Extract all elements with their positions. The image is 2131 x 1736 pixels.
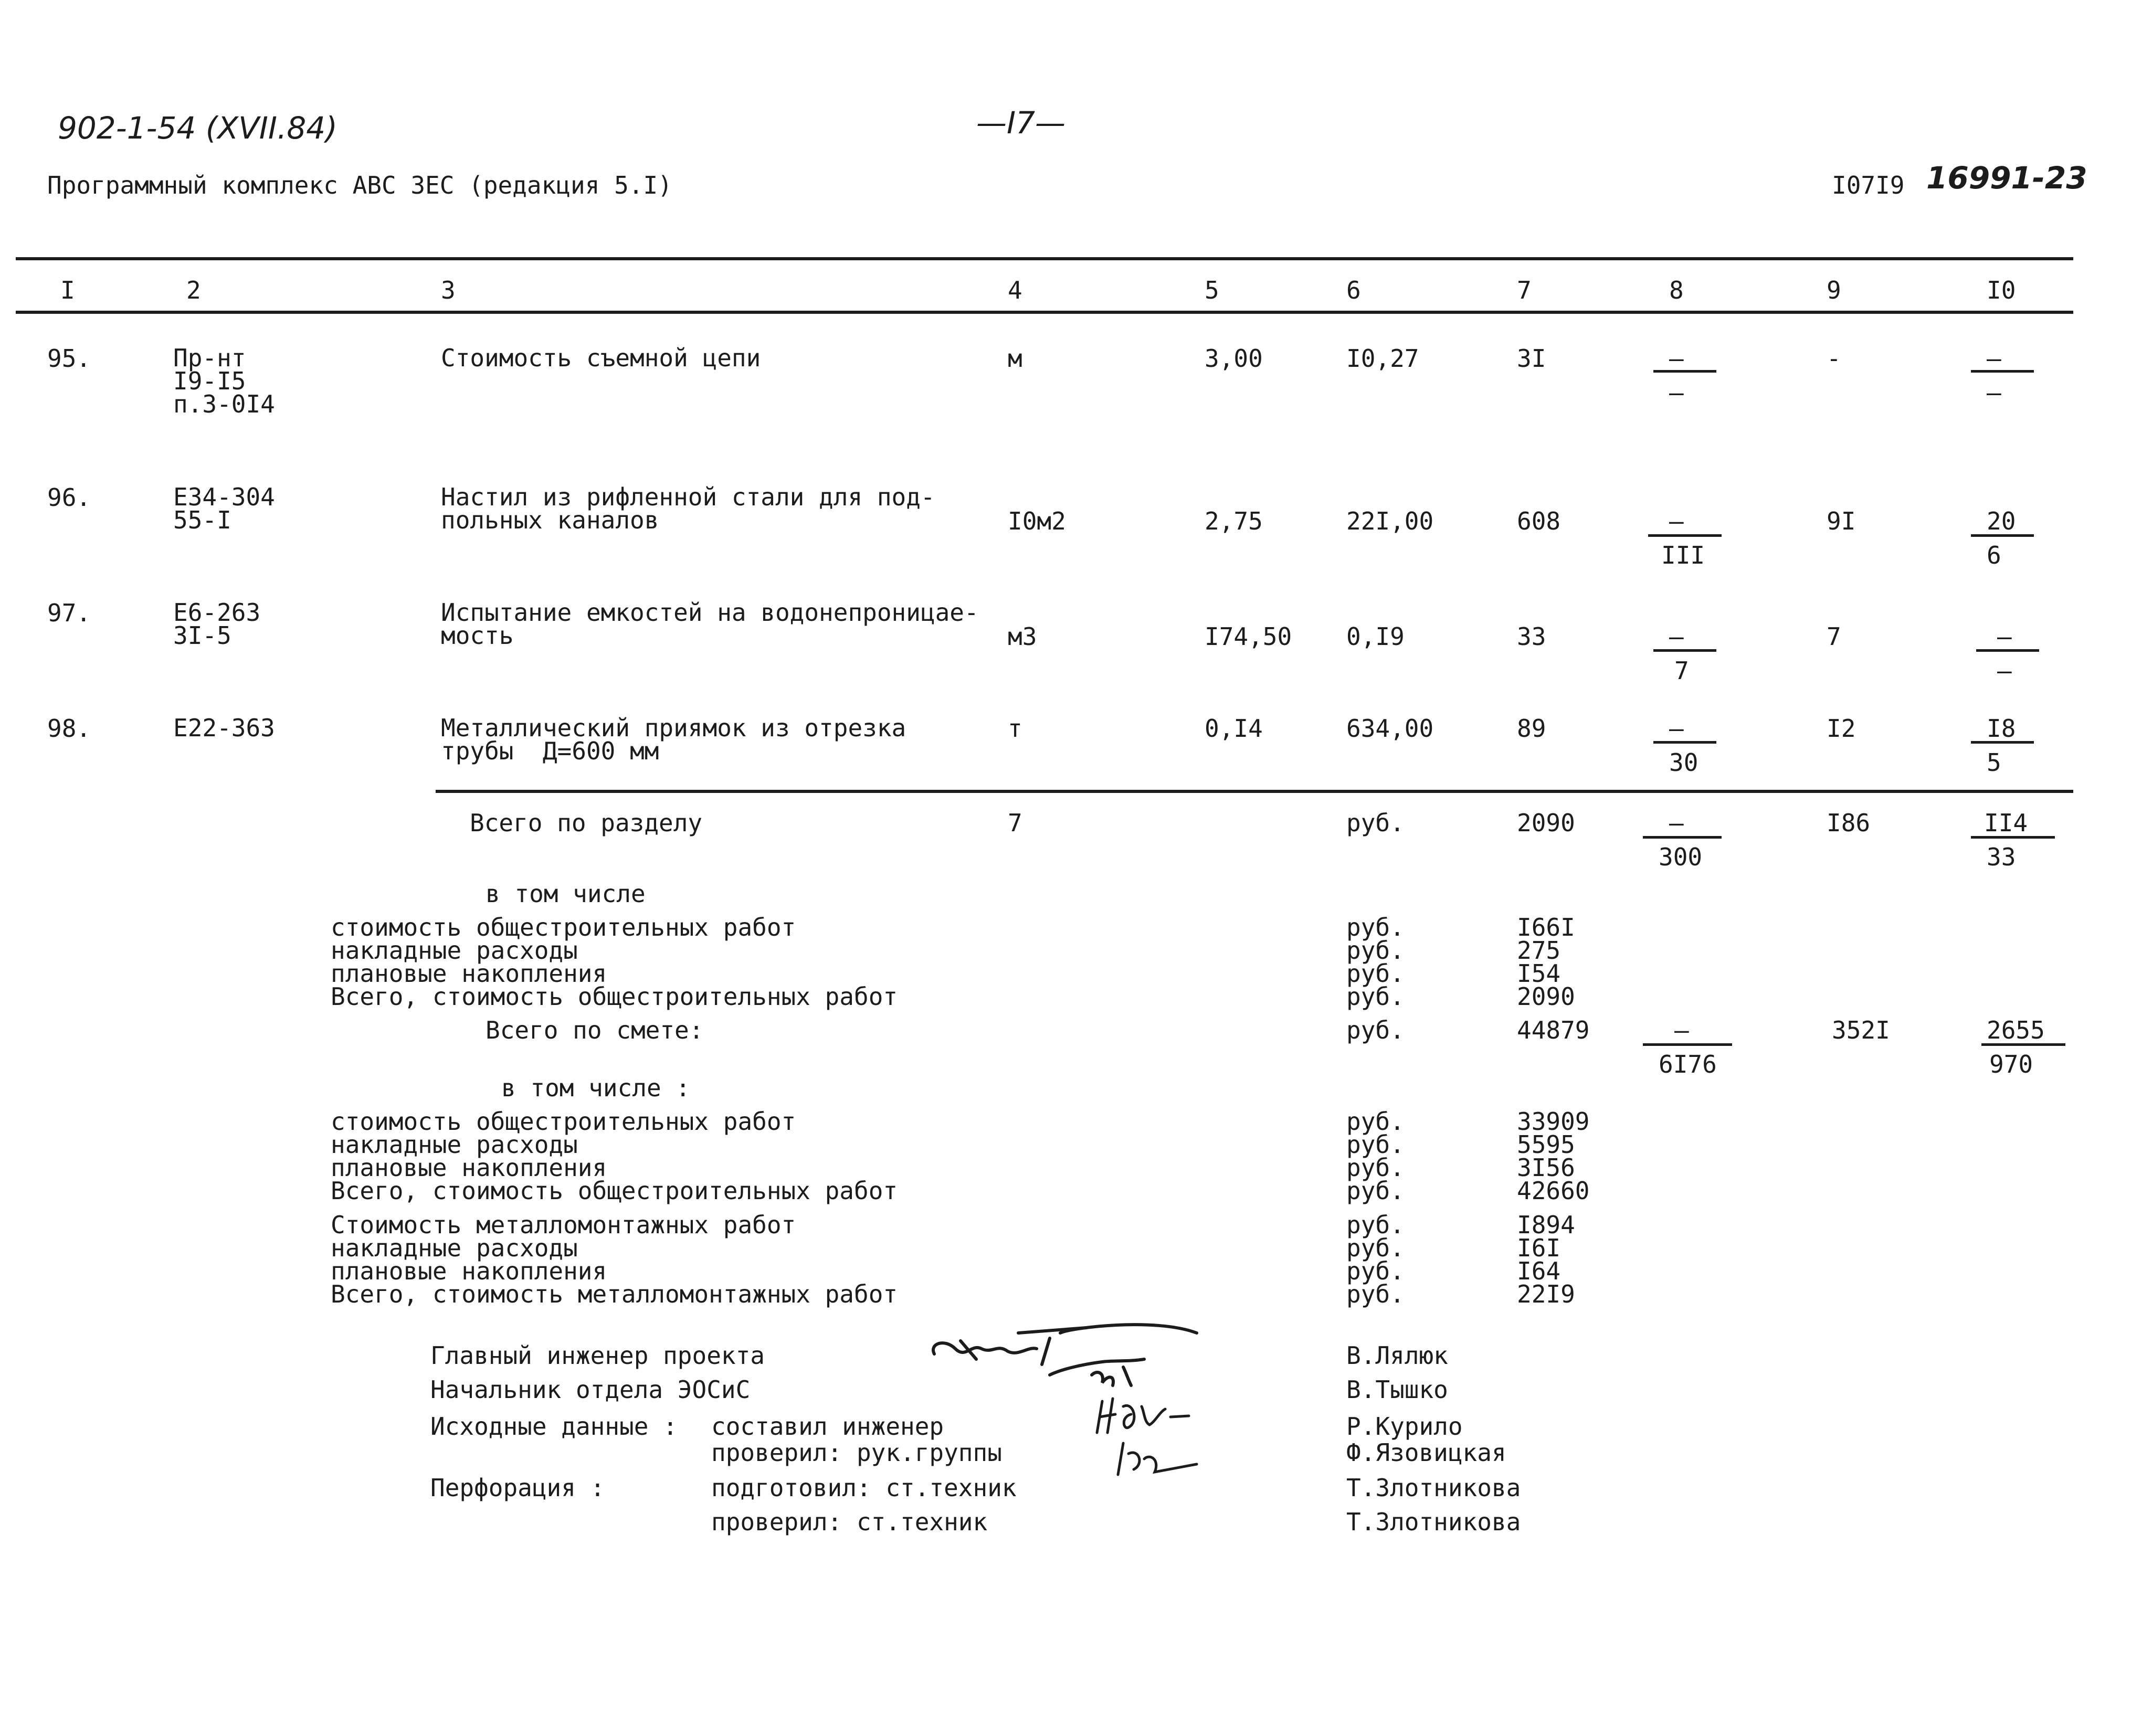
col-header-3: 3 bbox=[441, 276, 456, 304]
col8-top: – bbox=[1669, 714, 1684, 743]
quantity: 3,00 bbox=[1205, 344, 1263, 373]
work-name: Стоимость съемной цепи bbox=[441, 344, 761, 372]
estimate-including-heading: в том числе : bbox=[501, 1074, 691, 1102]
col8-bottom: 7 bbox=[1674, 657, 1689, 685]
section-total-label: Всего по разделу bbox=[470, 809, 703, 837]
chief-engineer-label: Главный инженер проекта bbox=[430, 1341, 765, 1370]
section-total-unit: руб. bbox=[1346, 809, 1405, 837]
section-including-values: I66I 275 I54 2090 bbox=[1517, 913, 1575, 1011]
fraction-bar bbox=[1976, 649, 2039, 652]
col9: 9I bbox=[1827, 507, 1856, 535]
estimate-metal-units: руб. руб. руб. руб. bbox=[1346, 1211, 1405, 1308]
handwritten-initials bbox=[1092, 1385, 1228, 1490]
estimate-total-cost: 44879 bbox=[1517, 1016, 1590, 1044]
col8-bottom: 300 bbox=[1659, 843, 1703, 871]
department-head-name: В.Тышко bbox=[1346, 1375, 1448, 1404]
col8-top: – bbox=[1669, 622, 1684, 651]
unit: м3 bbox=[1008, 622, 1037, 651]
row-number: 98. bbox=[47, 714, 91, 743]
col-header-9: 9 bbox=[1827, 276, 1841, 304]
col9: 7 bbox=[1827, 622, 1841, 651]
checked2-name: Т.Злотникова bbox=[1346, 1508, 1521, 1536]
inventory-code: I07I9 bbox=[1832, 171, 1905, 199]
fraction-bar bbox=[1643, 836, 1722, 839]
section-including-labels: стоимость общестроительных работ накладные расходы плановые накопления Всего, стоимость общестроительных работ bbox=[331, 913, 898, 1011]
fraction-bar bbox=[1653, 649, 1716, 652]
estimate-total-unit: руб. bbox=[1346, 1016, 1405, 1044]
fraction-bar bbox=[1971, 741, 2034, 744]
department-head-label: Начальник отдела ЭОСиС bbox=[430, 1375, 751, 1404]
unit: I0м2 bbox=[1008, 507, 1066, 535]
col9: - bbox=[1827, 344, 1841, 373]
checked-name: Ф.Язовицкая bbox=[1346, 1438, 1506, 1467]
estimate-general-values: 33909 5595 3I56 42660 bbox=[1517, 1107, 1590, 1205]
col10-bottom: – bbox=[1997, 657, 2012, 685]
source-data-label: Исходные данные : bbox=[430, 1412, 678, 1441]
col10-bottom: 5 bbox=[1987, 748, 2001, 777]
col8-bottom: 6I76 bbox=[1659, 1050, 1717, 1078]
col-header-7: 7 bbox=[1517, 276, 1532, 304]
col10-bottom: 6 bbox=[1987, 541, 2001, 569]
norm-code: Е34-304 55-I bbox=[173, 483, 275, 534]
fraction-bar bbox=[1643, 1043, 1732, 1046]
section-including-heading: в том числе bbox=[486, 880, 646, 908]
table-header-rule bbox=[16, 311, 2073, 314]
col-header-4: 4 bbox=[1008, 276, 1022, 304]
quantity: 2,75 bbox=[1205, 507, 1263, 535]
section-rule bbox=[436, 790, 2073, 793]
handwritten-code: 16991-23 bbox=[1926, 160, 2087, 196]
col10-top: – bbox=[1997, 622, 2012, 651]
compiled-name: Р.Курило bbox=[1346, 1412, 1463, 1441]
col-header-10: I0 bbox=[1987, 276, 2016, 304]
row-number: 95. bbox=[47, 344, 91, 373]
col-header-6: 6 bbox=[1346, 276, 1361, 304]
col-header-5: 5 bbox=[1205, 276, 1219, 304]
col9: 352I bbox=[1832, 1016, 1890, 1044]
section-total-col4: 7 bbox=[1008, 809, 1022, 837]
prepared-name: Т.Злотникова bbox=[1346, 1474, 1521, 1502]
perforation-label: Перфорация : bbox=[430, 1474, 605, 1502]
col-header-1: I bbox=[60, 276, 75, 304]
col9: I86 bbox=[1827, 809, 1871, 837]
norm-code: Е22-363 bbox=[173, 714, 275, 742]
total-cost: 3I bbox=[1517, 344, 1546, 373]
col8-bottom: – bbox=[1669, 378, 1684, 407]
col10-top: II4 bbox=[1984, 809, 2028, 837]
unit: м bbox=[1008, 344, 1022, 373]
norm-code: Е6-263 3I-5 bbox=[173, 598, 261, 650]
unit-price: 22I,00 bbox=[1346, 507, 1434, 535]
unit-price: 0,I9 bbox=[1346, 622, 1405, 651]
document-code: 902-1-54 (XVII.84) bbox=[58, 110, 337, 146]
col10-bottom: 33 bbox=[1987, 843, 2016, 871]
total-cost: 89 bbox=[1517, 714, 1546, 743]
page-number: —I7— bbox=[976, 105, 1066, 141]
norm-code: Пр-нт I9-I5 п.3-0I4 bbox=[173, 344, 275, 418]
col8-bottom: III bbox=[1661, 541, 1705, 569]
col10-top: 2655 bbox=[1987, 1016, 2045, 1044]
fraction-bar bbox=[1971, 836, 2055, 839]
col8-top: – bbox=[1669, 344, 1684, 373]
fraction-bar bbox=[1971, 370, 2034, 373]
chief-engineer-name: В.Лялюк bbox=[1346, 1341, 1448, 1370]
col8-top: – bbox=[1669, 507, 1684, 535]
col9: I2 bbox=[1827, 714, 1856, 743]
estimate-metal-values: I894 I6I I64 22I9 bbox=[1517, 1211, 1575, 1308]
unit: т bbox=[1008, 714, 1022, 743]
unit-price: 634,00 bbox=[1346, 714, 1434, 743]
fraction-bar bbox=[1653, 741, 1716, 744]
estimate-total-label: Всего по смете: bbox=[486, 1016, 704, 1044]
work-name: Настил из рифленной стали для под- польных каналов bbox=[441, 483, 935, 534]
total-cost: 33 bbox=[1517, 622, 1546, 651]
fraction-bar bbox=[1648, 534, 1722, 537]
col10-top: I8 bbox=[1987, 714, 2016, 743]
col8-top: – bbox=[1669, 809, 1684, 837]
program-title: Программный комплекс АВС 3ЕС (редакция 5.I) bbox=[47, 171, 672, 199]
fraction-bar bbox=[1971, 534, 2034, 537]
section-total-cost: 2090 bbox=[1517, 809, 1575, 837]
estimate-metal-labels: Стоимость металломонтажных работ накладные расходы плановые накопления Всего, стоимость металломонтажных работ bbox=[331, 1211, 898, 1308]
col10-top: 20 bbox=[1987, 507, 2016, 535]
fraction-bar bbox=[1653, 370, 1716, 373]
col-header-2: 2 bbox=[186, 276, 201, 304]
col10-bottom: – bbox=[1987, 378, 2001, 407]
prepared-label: подготовил: ст.техник bbox=[711, 1474, 1017, 1502]
estimate-general-units: руб. руб. руб. руб. bbox=[1346, 1107, 1405, 1205]
compiled-label: составил инженер bbox=[711, 1412, 944, 1441]
col10-bottom: 970 bbox=[1989, 1050, 2033, 1078]
work-name: Металлический приямок из отрезка трубы Д=600 мм bbox=[441, 714, 906, 765]
col-header-8: 8 bbox=[1669, 276, 1684, 304]
work-name: Испытание емкостей на водонепроницае- мость bbox=[441, 598, 979, 650]
checked2-label: проверил: ст.техник bbox=[711, 1508, 988, 1536]
quantity: 0,I4 bbox=[1205, 714, 1263, 743]
fraction-bar bbox=[1981, 1043, 2065, 1046]
unit-price: I0,27 bbox=[1346, 344, 1419, 373]
col8-bottom: 30 bbox=[1669, 748, 1699, 777]
quantity: I74,50 bbox=[1205, 622, 1292, 651]
section-including-units: руб. руб. руб. руб. bbox=[1346, 913, 1405, 1011]
col8-top: – bbox=[1674, 1016, 1689, 1044]
checked-label: проверил: рук.группы bbox=[711, 1438, 1002, 1467]
col10-top: – bbox=[1987, 344, 2001, 373]
table-top-rule bbox=[16, 257, 2073, 260]
row-number: 96. bbox=[47, 483, 91, 512]
row-number: 97. bbox=[47, 599, 91, 627]
estimate-general-labels: стоимость общестроительных работ накладные расходы плановые накопления Всего, стоимость общестроительных работ bbox=[331, 1107, 898, 1205]
total-cost: 608 bbox=[1517, 507, 1561, 535]
